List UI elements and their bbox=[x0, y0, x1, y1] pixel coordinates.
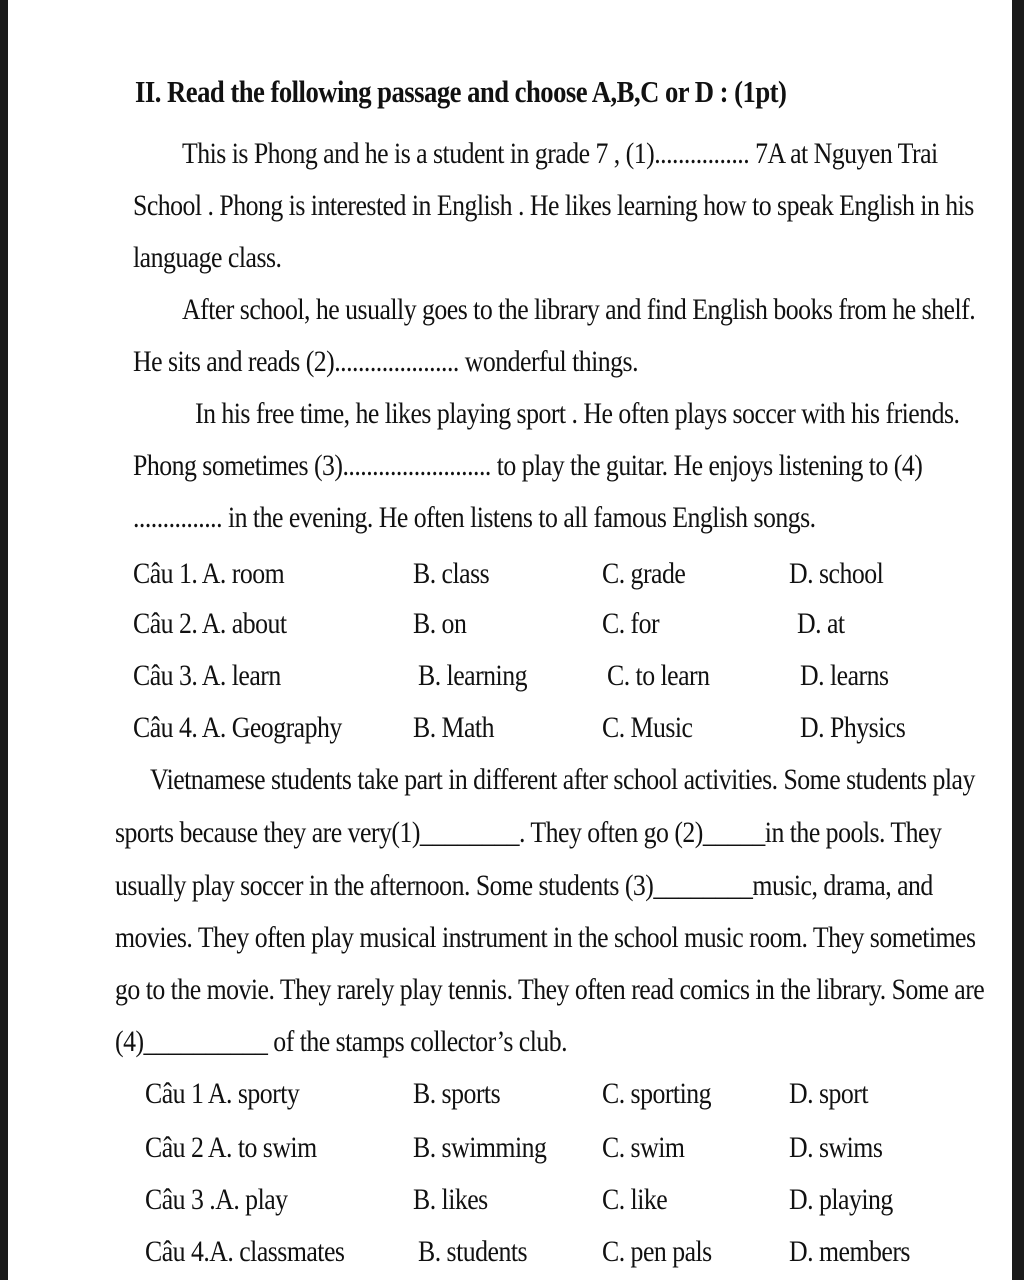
q2-4-option-d: D. members bbox=[789, 1235, 910, 1268]
q1-3-option-c: C. to learn bbox=[607, 659, 710, 692]
passage2-line-2: sports because they are very(1)________. They often go (2)_____in the pools. They bbox=[115, 816, 942, 849]
passage2-line-3: usually play soccer in the afternoon. Some students (3)________music, drama, and bbox=[115, 869, 933, 902]
q1-1-option-d: D. school bbox=[789, 557, 884, 590]
q1-2-option-d: D. at bbox=[797, 607, 845, 640]
passage1-line-7: Phong sometimes (3)......................... to play the guitar. He enjoys listening to (4) bbox=[133, 449, 923, 482]
q2-2-option-b: B. swimming bbox=[413, 1131, 547, 1164]
passage2-line-1: Vietnamese students take part in different after school activities. Some students play bbox=[150, 763, 975, 796]
passage1-line-6: In his free time, he likes playing sport . He often plays soccer with his friends. bbox=[195, 397, 960, 430]
passage2-line-4: movies. They often play musical instrument in the school music room. They sometimes bbox=[115, 921, 976, 954]
q1-3-option-b: B. learning bbox=[418, 659, 527, 692]
q1-2-option-c: C. for bbox=[602, 607, 660, 640]
q1-4-option-b: B. Math bbox=[413, 711, 494, 744]
passage1-line-3: language class. bbox=[133, 241, 282, 274]
q1-4-option-d: D. Physics bbox=[800, 711, 906, 744]
q2-3-option-d: D. playing bbox=[789, 1183, 893, 1216]
q1-1-option-b: B. class bbox=[413, 557, 490, 590]
q1-1-stem: Câu 1. A. room bbox=[133, 557, 285, 590]
q2-4-option-b: B. students bbox=[418, 1235, 528, 1268]
passage1-line-8: ............... in the evening. He often listens to all famous English songs. bbox=[133, 501, 816, 534]
q2-2-option-c: C. swim bbox=[602, 1131, 685, 1164]
q2-4-stem: Câu 4.A. classmates bbox=[145, 1235, 345, 1268]
q1-4-stem: Câu 4. A. Geography bbox=[133, 711, 342, 744]
passage2-line-5: go to the movie. They rarely play tennis. They often read comics in the library. Some are bbox=[115, 973, 985, 1006]
q1-2-option-b: B. on bbox=[413, 607, 467, 640]
q1-3-stem: Câu 3. A. learn bbox=[133, 659, 281, 692]
q2-1-option-d: D. sport bbox=[789, 1077, 869, 1110]
q1-1-option-c: C. grade bbox=[602, 557, 686, 590]
passage2-line-6: (4)__________ of the stamps collector’s club. bbox=[115, 1025, 568, 1058]
passage1-line-2: School . Phong is interested in English . He likes learning how to speak English in his bbox=[133, 189, 974, 222]
passage1-line-4: After school, he usually goes to the library and find English books from he shelf. bbox=[182, 293, 976, 326]
q2-1-stem: Câu 1 A. sporty bbox=[145, 1077, 300, 1110]
q2-3-option-c: C. like bbox=[602, 1183, 668, 1216]
passage1-line-5: He sits and reads (2)..................... wonderful things. bbox=[133, 345, 639, 378]
q1-3-option-d: D. learns bbox=[800, 659, 889, 692]
q2-3-stem: Câu 3 .A. play bbox=[145, 1183, 288, 1216]
section-heading: II. Read the following passage and choose A,B,C or D : (1pt) bbox=[135, 74, 787, 109]
passage1-line-1: This is Phong and he is a student in grade 7 , (1)................ 7A at Nguyen Trai bbox=[182, 137, 938, 170]
q2-2-option-d: D. swims bbox=[789, 1131, 883, 1164]
q2-4-option-c: C. pen pals bbox=[602, 1235, 712, 1268]
q2-1-option-b: B. sports bbox=[413, 1077, 501, 1110]
q1-4-option-c: C. Music bbox=[602, 711, 693, 744]
q2-3-option-b: B. likes bbox=[413, 1183, 488, 1216]
q1-2-stem: Câu 2. A. about bbox=[133, 607, 287, 640]
q2-2-stem: Câu 2 A. to swim bbox=[145, 1131, 317, 1164]
q2-1-option-c: C. sporting bbox=[602, 1077, 712, 1110]
